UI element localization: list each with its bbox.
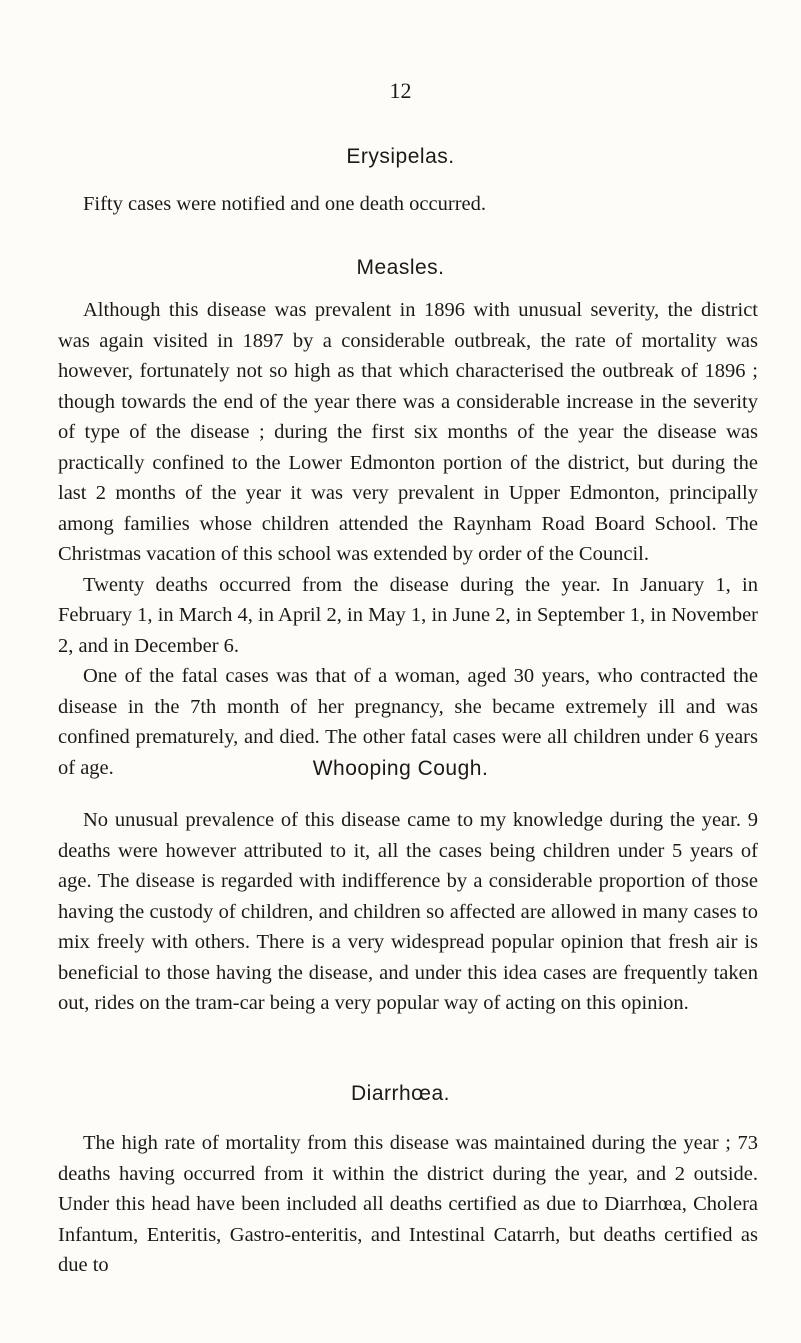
heading-measles: Measles.	[356, 256, 445, 279]
heading-erysipelas: Erysipelas.	[346, 145, 455, 168]
whooping-cough-body	[58, 805, 758, 1019]
diarrhoea-paragraph-1: The high rate of mortality from this disease was maintained during the year ; 73 deaths having occurred from it within the district during the year, and 2 outside. Under this head have been included all deaths certified as due to Diarrhœa, Cholera Infantum, Enteritis, Gastro-enteritis, and Intestinal Catarrh, but deaths certified as due to	[58, 1132, 758, 1276]
heading-whooping-cough: Whooping Cough.	[312, 757, 489, 780]
heading-diarrhoea: Diarrhœa.	[350, 1082, 450, 1105]
measles-body	[58, 295, 758, 783]
erysipelas-text: Fifty cases were notified and one death occurred.	[83, 193, 487, 215]
whooping-cough-paragraph-1: No unusual prevalence of this disease came to my knowledge during the year. 9 deaths were however attributed to it, all the cases being children under 5 years of age. The disease is regarded with indifference by a considerable proportion of those having the custody of children, and children so affected are allowed in many cases to mix freely with others. There is a very widespread popular opinion that fresh air is beneficial to those having the disease, and under this idea cases are frequently taken out, rides on the tram-car being a very popular way of acting on this opinion.	[58, 809, 758, 1014]
measles-paragraph-3: One of the fatal cases was that of a woman, aged 30 years, who contracted the disease in the 7th month of her pregnancy, she became extremely ill and was confined prematurely, and died. The other fatal cases were all children under 6 years of age.	[58, 665, 758, 779]
diarrhoea-body	[58, 1128, 758, 1281]
measles-paragraph-2: Twenty deaths occurred from the disease during the year. In January 1, in February 1, in March 4, in April 2, in May 1, in June 2, in September 1, in November 2, and in December 6.	[58, 573, 758, 657]
measles-paragraph-1: Although this disease was prevalent in 1896 with unusual severity, the district was again visited in 1897 by a considerable outbreak, the rate of mortality was however, fortunately not so high as that which characterised the outbreak of 1896 ; though towards the end of the year there was a considerable increase in the severity of type of the disease ; during the first six months of the year the disease was practically confined to the Lower Edmonton portion of the district, but during the last 2 months of the year it was very prevalent in Upper Edmonton, principally among families whose children attended the Raynham Road Board School. The Christmas vacation of this school was extended by order of the Council.	[58, 299, 758, 565]
page-number: 12	[389, 78, 412, 103]
